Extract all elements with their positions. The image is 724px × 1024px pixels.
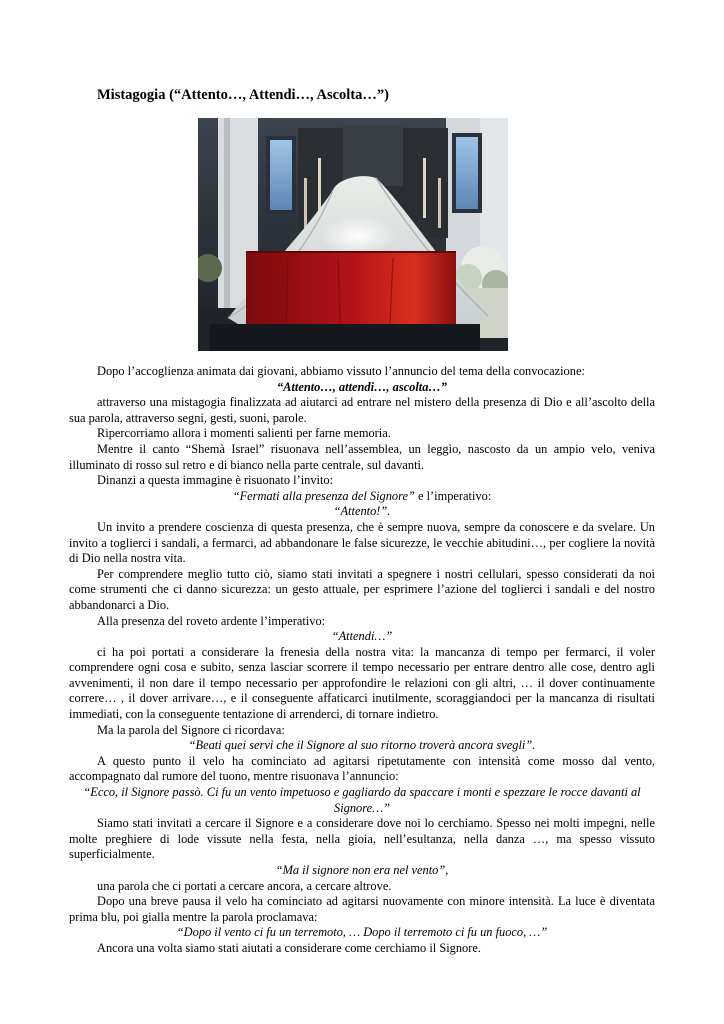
paragraph-frenesia: ci ha poi portati a considerare la frenesia della nostra vita: la mancanza di tempo per fermarci, il voler comprendere ogni cosa e subito, senza lasciar scorrere il tempo necessario per entrare dentro alle cose, dentro agli avvenimenti, il non dare il tempo necessario per approfondire le relazioni con gli altri, … il dover continuamente correre… , il dover arrivare…, e il conseguente affaticarci inutilmente, scoraggiandoci per la mancanza di risultati immediati, con la conseguente tentazione di arrenderci, di tornare indietro. — [69, 644, 655, 722]
paragraph-parola: Ma la parola del Signore ci ricordava: — [97, 722, 285, 737]
article-body — [69, 364, 655, 957]
paragraph-invito-coscienza: Un invito a prendere coscienza di questa presenza, che è sempre nuova, sempre da conoscere e da svelare. Un invito a toglierci i sandali, a fermarci, ad abbandonare le false sicurezze, le vecchie abitudini…, per cogliere la novità di Dio nella nostra vita. — [69, 519, 655, 566]
quote-ecco: “Ecco, il Signore passò. Ci fu un vento impetuoso e gagliardo da spaccare i monti e spezzare le rocce davanti al Signore…” — [83, 785, 641, 815]
paragraph-intro: Dopo l’accoglienza animata dai giovani, abbiamo vissuto l’annuncio del tema della convocazione: — [97, 364, 585, 378]
page-title: Mistagogia (“Attento…, Attendi…, Ascolta…”) — [97, 87, 389, 103]
quote-fermati-line — [69, 489, 655, 505]
paragraph-shema: Mentre il canto “Shemà Israel” risuonava nell’assemblea, un leggìo, nascosto da un ampio velo, veniva illuminato di rosso sul retro e di bianco nella parte centrale, sul davanti. — [69, 441, 655, 472]
paragraph-memoria: Ripercorriamo allora i momenti salienti per farne memoria. — [97, 426, 391, 441]
paragraph-mistagogia: attraverso una mistagogia finalizzata ad aiutarci ad entrare nel mistero della presenza di Dio e all’ascolto della sua parola, attraverso segni, gesti, suoni, parole. — [69, 395, 655, 425]
quote-terremoto: “Dopo il vento ci fu un terremoto, … Dopo il terremoto ci fu un fuoco, …” — [176, 925, 548, 940]
quote-beati: “Beati quei servi che il Signore al suo ritorno troverà ancora svegli”. — [188, 738, 536, 753]
paragraph-cellulari: Per comprendere meglio tutto ciò, siamo stati invitati a spegnere i nostri cellulari, spesso considerati da noi come strumenti che ci danno sicurezza: un gesto attuale, per esprimere l’azione del toglierci i sandali e del nostro abbandonarci a Dio. — [69, 566, 655, 612]
veiled-lectern-image — [198, 118, 508, 351]
paragraph-ancora: Ancora una volta siamo stati aiutati a considerare come cerchiamo il Signore. — [97, 940, 481, 955]
quote-non-nel-vento: “Ma il signore non era nel vento”, — [275, 863, 449, 877]
paragraph-velo-vento: A questo punto il velo ha cominciato ad agitarsi ripetutamente con intensità come mosso dal vento, accompagnato dal rumore del tuono, mentre risuonava l’annuncio: — [69, 753, 655, 784]
paragraph-roveto: Alla presenza del roveto ardente l’imperativo: — [97, 613, 326, 628]
paragraph-invito: Dinanzi a questa immagine è risuonato l’invito: — [97, 473, 334, 488]
paragraph-pausa: Dopo una breve pausa il velo ha cominciato ad agitarsi nuovamente con minore intensità. La luce è diventata prima blu, poi gialla mentre la parola proclamava: — [69, 894, 655, 924]
quote-attento: “Attento!”. — [333, 504, 391, 519]
theme-quote: “Attento…, attendi…, ascolta…” — [276, 379, 448, 394]
quote-attendi: “Attendi…” — [331, 629, 393, 644]
church-altar-photo — [198, 118, 508, 351]
paragraph-cercare-altrove: una parola che ci portati a cercare ancora, a cercare altrove. — [97, 878, 392, 893]
quote-fermati-tail: e l’imperativo: — [414, 488, 492, 503]
paragraph-cercare: Siamo stati invitati a cercare il Signore e a considerare dove noi lo cerchiamo. Spesso nei molti impegni, nelle molte preghiere di lode vissute nella festa, nella gioia, nell’esultanza, nella danza …, ma spesso vissuto superficialmente. — [69, 816, 655, 862]
quote-fermati: “Fermati alla presenza del Signore” — [232, 488, 415, 503]
